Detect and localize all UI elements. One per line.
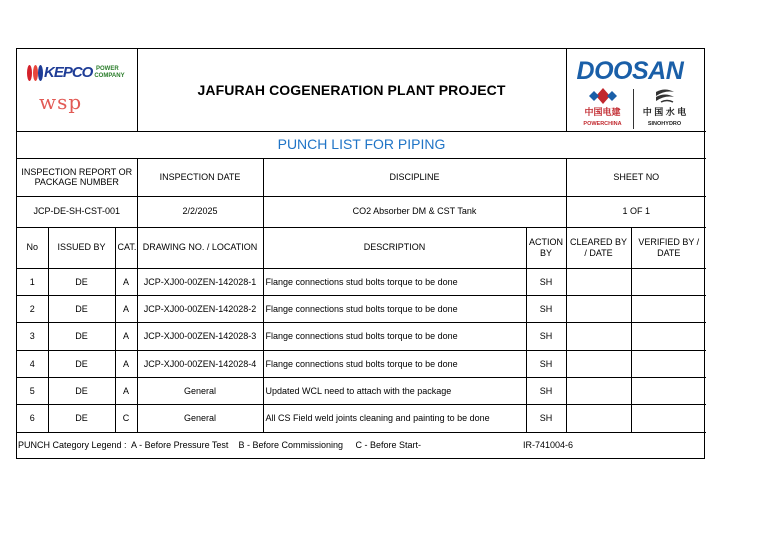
sinohydro-logo: 中 国 水 电 SINOHYDRO — [639, 87, 691, 128]
cell-cat: A — [115, 295, 137, 322]
cell-cat: C — [115, 405, 137, 432]
date-label: INSPECTION DATE — [137, 158, 263, 196]
cell-drawing: JCP-XJ00-00ZEN-142028-2 — [137, 295, 263, 322]
table-row — [17, 378, 706, 405]
cell-cat: A — [115, 350, 137, 377]
doosan-logo — [569, 49, 705, 131]
cell-cat: A — [115, 268, 137, 295]
cell-no: 2 — [17, 295, 48, 322]
report-label: INSPECTION REPORT OR PACKAGE NUMBER — [17, 158, 137, 196]
table-row — [17, 350, 706, 377]
wsp-logo: wsp — [39, 90, 83, 114]
table-row — [17, 295, 706, 322]
legend-cell — [17, 432, 706, 458]
cell-action-by: SH — [526, 405, 566, 432]
kepco-sub: POWER COMPANY — [94, 65, 125, 79]
discipline-label: DISCIPLINE — [263, 158, 566, 196]
cell-cleared — [566, 350, 631, 377]
project-title: JAFURAH COGENERATION PLANT PROJECT — [137, 49, 566, 131]
cell-issued-by: DE — [48, 405, 115, 432]
cell-issued-by: DE — [48, 350, 115, 377]
report-value: JCP-DE-SH-CST-001 — [17, 196, 137, 227]
cell-no: 3 — [17, 323, 48, 350]
header-row — [17, 49, 706, 131]
punch-list-sheet — [16, 48, 705, 459]
cell-no: 6 — [17, 405, 48, 432]
col-action-by: ACTION BY — [526, 227, 566, 268]
cell-drawing: JCP-XJ00-00ZEN-142028-3 — [137, 323, 263, 350]
subtitle-row — [17, 131, 706, 158]
cell-drawing: JCP-XJ00-00ZEN-142028-1 — [137, 268, 263, 295]
sheet-label: SHEET NO — [566, 158, 706, 196]
cell-drawing: JCP-XJ00-00ZEN-142028-4 — [137, 350, 263, 377]
cell-no: 5 — [17, 378, 48, 405]
cell-cleared — [566, 295, 631, 322]
table-row — [17, 323, 706, 350]
cell-description: Flange connections stud bolts torque to be done — [263, 268, 526, 295]
date-value: 2/2/2025 — [137, 196, 263, 227]
cell-verified — [631, 405, 706, 432]
legend-row — [17, 432, 706, 458]
cell-cleared — [566, 378, 631, 405]
cell-description: Flange connections stud bolts torque to be done — [263, 350, 526, 377]
powerchina-mark-icon — [588, 87, 618, 105]
powerchina-logo: 中国电建 POWERCHINA — [577, 87, 629, 128]
info-label-row — [17, 158, 706, 196]
punch-list-title: PUNCH LIST FOR PIPING — [17, 131, 706, 158]
cell-action-by: SH — [526, 295, 566, 322]
col-verified-by: VERIFIED BY / DATE — [631, 227, 706, 268]
cell-action-by: SH — [526, 350, 566, 377]
cell-verified — [631, 295, 706, 322]
kepco-mark-icon — [27, 65, 43, 81]
cell-no: 1 — [17, 268, 48, 295]
kepco-wordmark: KEPCO — [44, 64, 93, 81]
table-row — [17, 268, 706, 295]
cell-verified — [631, 350, 706, 377]
cell-verified — [631, 378, 706, 405]
sinohydro-mark-icon — [653, 87, 677, 105]
cell-verified — [631, 268, 706, 295]
cell-issued-by: DE — [48, 378, 115, 405]
col-cat: CAT. — [115, 227, 137, 268]
cell-cleared — [566, 405, 631, 432]
table-row — [17, 405, 706, 432]
cell-issued-by: DE — [48, 323, 115, 350]
cell-cleared — [566, 323, 631, 350]
column-header-row — [17, 227, 706, 268]
client-logo-cell — [17, 49, 137, 131]
cell-description: Flange connections stud bolts torque to be done — [263, 295, 526, 322]
punch-list-table — [17, 49, 706, 458]
cell-action-by: SH — [526, 378, 566, 405]
document-reference: IR-741004-6 — [523, 440, 574, 451]
discipline-value: CO2 Absorber DM & CST Tank — [263, 196, 566, 227]
cell-action-by: SH — [526, 323, 566, 350]
col-description: DESCRIPTION — [263, 227, 526, 268]
cell-drawing: General — [137, 405, 263, 432]
cell-drawing: General — [137, 378, 263, 405]
cell-description: Flange connections stud bolts torque to be done — [263, 323, 526, 350]
col-drawing: DRAWING NO. / LOCATION — [137, 227, 263, 268]
info-value-row — [17, 196, 706, 227]
doosan-wordmark: DOOSAN — [576, 57, 684, 85]
cell-issued-by: DE — [48, 295, 115, 322]
cell-cat: A — [115, 378, 137, 405]
col-cleared-by: CLEARED BY / DATE — [566, 227, 631, 268]
cell-issued-by: DE — [48, 268, 115, 295]
kepco-logo — [19, 49, 135, 131]
sheet-value: 1 OF 1 — [566, 196, 706, 227]
cell-description: All CS Field weld joints cleaning and painting to be done — [263, 405, 526, 432]
cell-description: Updated WCL need to attach with the package — [263, 378, 526, 405]
category-legend: PUNCH Category Legend : A - Before Pressure Test B - Before Commissioning C - Before Start- — [18, 440, 421, 451]
col-no: No — [17, 227, 48, 268]
col-issued-by: ISSUED BY — [48, 227, 115, 268]
cell-cat: A — [115, 323, 137, 350]
cell-no: 4 — [17, 350, 48, 377]
contractor-logo-cell — [566, 49, 706, 131]
cell-action-by: SH — [526, 268, 566, 295]
cell-cleared — [566, 268, 631, 295]
cell-verified — [631, 323, 706, 350]
